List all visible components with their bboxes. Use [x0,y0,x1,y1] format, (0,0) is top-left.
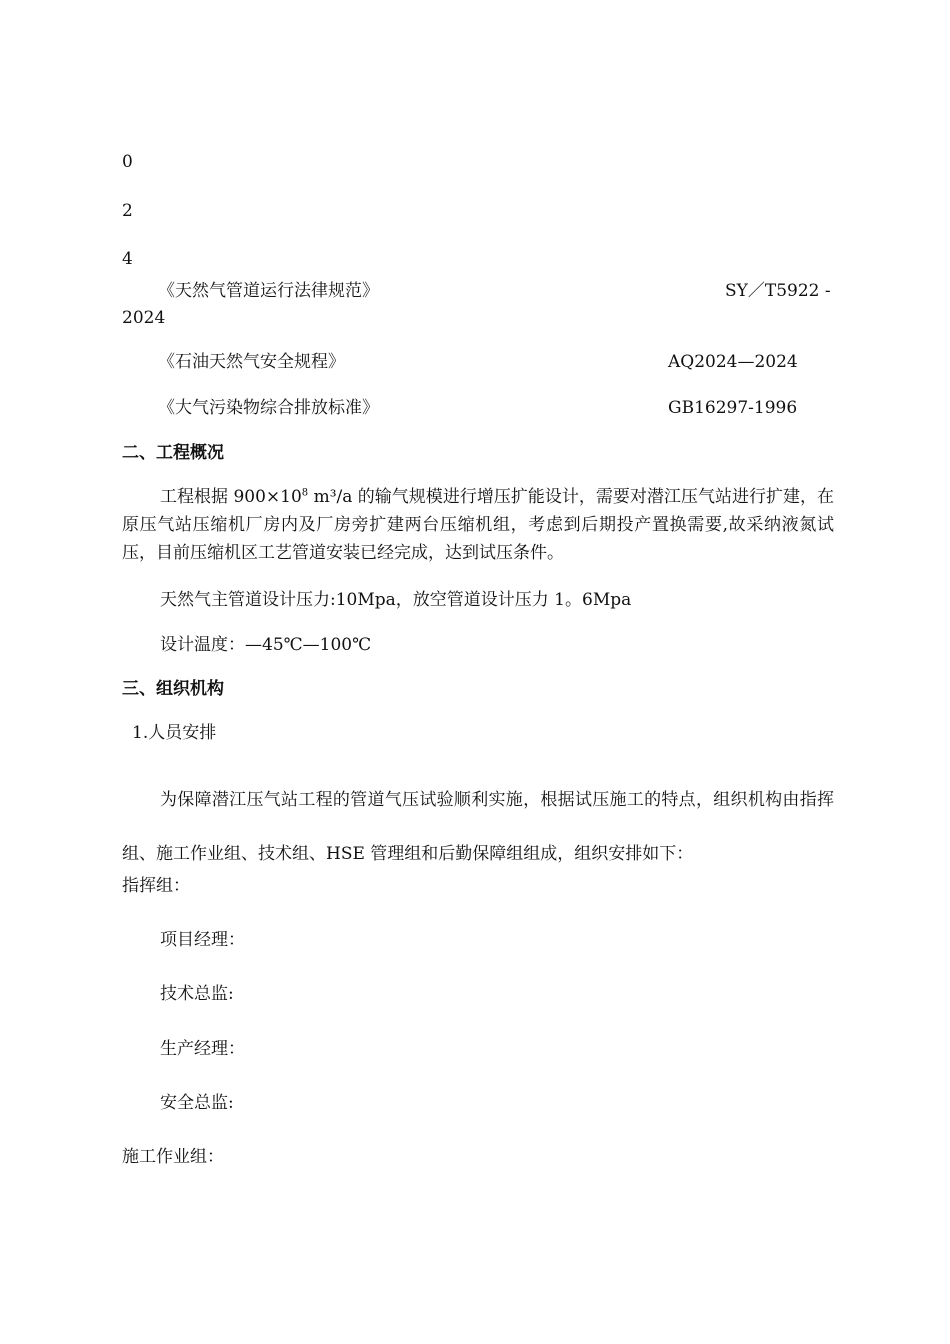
design-temperature: 设计温度：—45℃—100℃ [160,635,372,655]
standard-title: 《石油天然气安全规程》 [158,352,345,372]
standard-title: 《天然气管道运行法律规范》 [158,281,379,301]
role-production-manager: 生产经理： [160,1039,245,1059]
organization-paragraph: 为保障潜江压气站工程的管道气压试验顺利实施，根据试压施工的特点，组织机构由指挥组、施工作业组、技术组、HSE 管理组和后勤保障组组成，组织安排如下： [122,790,834,864]
overview-text-prefix: 工程根据 900×10 [160,487,302,507]
page-number-fragment: 0 [122,152,133,172]
role-project-manager: 项目经理： [160,930,245,950]
overview-text-rest: m³/a 的输气规模进行增压扩能设计，需要对潜江压气站进行扩建，在原压气站压缩机厂房内及厂房旁扩建两台压缩机组，考虑到后期投产置换需要,故采纳液氮试压，目前压缩机区工艺管道安装已经完成，达到试压条件。 [122,487,835,563]
section-heading-organization: 三、组织机构 [122,679,224,699]
command-group-label: 指挥组： [122,876,190,896]
page-number-fragment: 2 [122,201,133,221]
page-number-fragment: 4 [122,249,133,269]
overview-superscript: 8 [301,487,309,499]
design-pressure: 天然气主管道设计压力:10Mpa，放空管道设计压力 1。6Mpa [160,590,632,610]
role-technical-director: 技术总监: [160,984,234,1004]
section-heading-overview: 二、工程概况 [122,443,224,463]
standard-code: SY／T5922 - [725,281,831,301]
construction-group-label: 施工作业组： [122,1147,224,1167]
standard-code: AQ2024—2024 [668,352,798,372]
standard-code: GB16297-1996 [668,398,798,418]
role-safety-director: 安全总监: [160,1093,234,1113]
overview-paragraph [122,483,834,567]
standard-code-continued: 2024 [122,308,166,328]
standard-title: 《大气污染物综合排放标准》 [158,398,379,418]
subsection-staffing: 1.人员安排 [132,723,217,743]
